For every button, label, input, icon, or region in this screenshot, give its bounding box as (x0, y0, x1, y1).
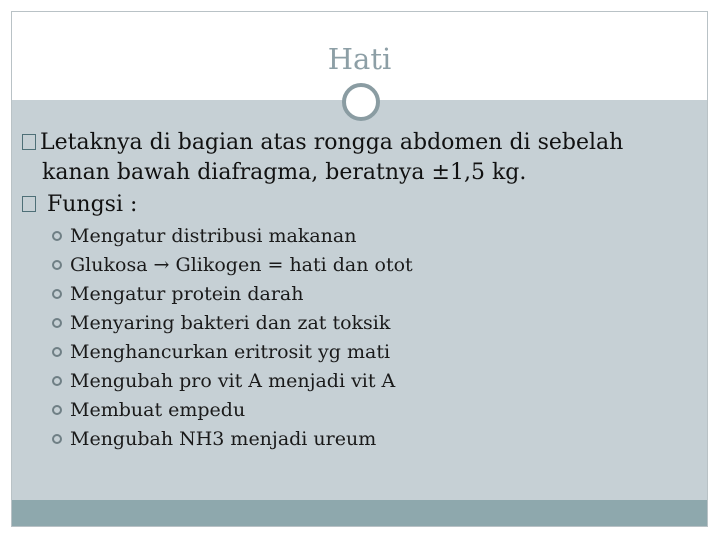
list-item (52, 425, 692, 454)
ring-icon (52, 405, 62, 415)
function-text: Mengatur protein darah (70, 283, 304, 305)
bullet-location (22, 128, 623, 158)
function-text: Mengubah NH3 menjadi ureum (70, 428, 377, 450)
list-item (52, 280, 692, 309)
function-text: Menyaring bakteri dan zat toksik (70, 312, 391, 334)
bullet-location-cont (42, 158, 526, 188)
list-item (52, 309, 692, 338)
list-item (52, 367, 692, 396)
ring-icon (52, 289, 62, 299)
square-box-icon (22, 134, 36, 150)
list-item (52, 396, 692, 425)
ring-icon (52, 231, 62, 241)
function-list (52, 222, 692, 454)
bullet-function (22, 190, 137, 220)
function-text: Menghancurkan eritrosit yg mati (70, 341, 391, 363)
ring-icon (52, 318, 62, 328)
function-text: Mengatur distribusi makanan (70, 225, 357, 247)
ring-icon (52, 376, 62, 386)
function-text: Membuat empedu (70, 399, 246, 421)
function-text: Glukosa → Glikogen = hati dan otot (70, 254, 413, 276)
list-item (52, 251, 692, 280)
list-item (52, 222, 692, 251)
ring-icon (52, 434, 62, 444)
slide-title: Hati (327, 42, 392, 76)
slide (11, 11, 708, 527)
ring-icon (52, 347, 62, 357)
ring-icon (52, 260, 62, 270)
footer-bar (12, 500, 707, 526)
function-text: Mengubah pro vit A menjadi vit A (70, 370, 396, 392)
circle-ornament-icon (342, 83, 380, 121)
bullet-location-line2: kanan bawah diafragma, beratnya ±1,5 kg. (42, 160, 527, 185)
square-box-icon (22, 196, 36, 212)
list-item (52, 338, 692, 367)
circle-ornament-center (353, 94, 369, 110)
bullet-location-line1: Letaknya di bagian atas rongga abdomen di sebelah (40, 130, 624, 155)
bullet-function-label: Fungsi : (40, 192, 138, 217)
